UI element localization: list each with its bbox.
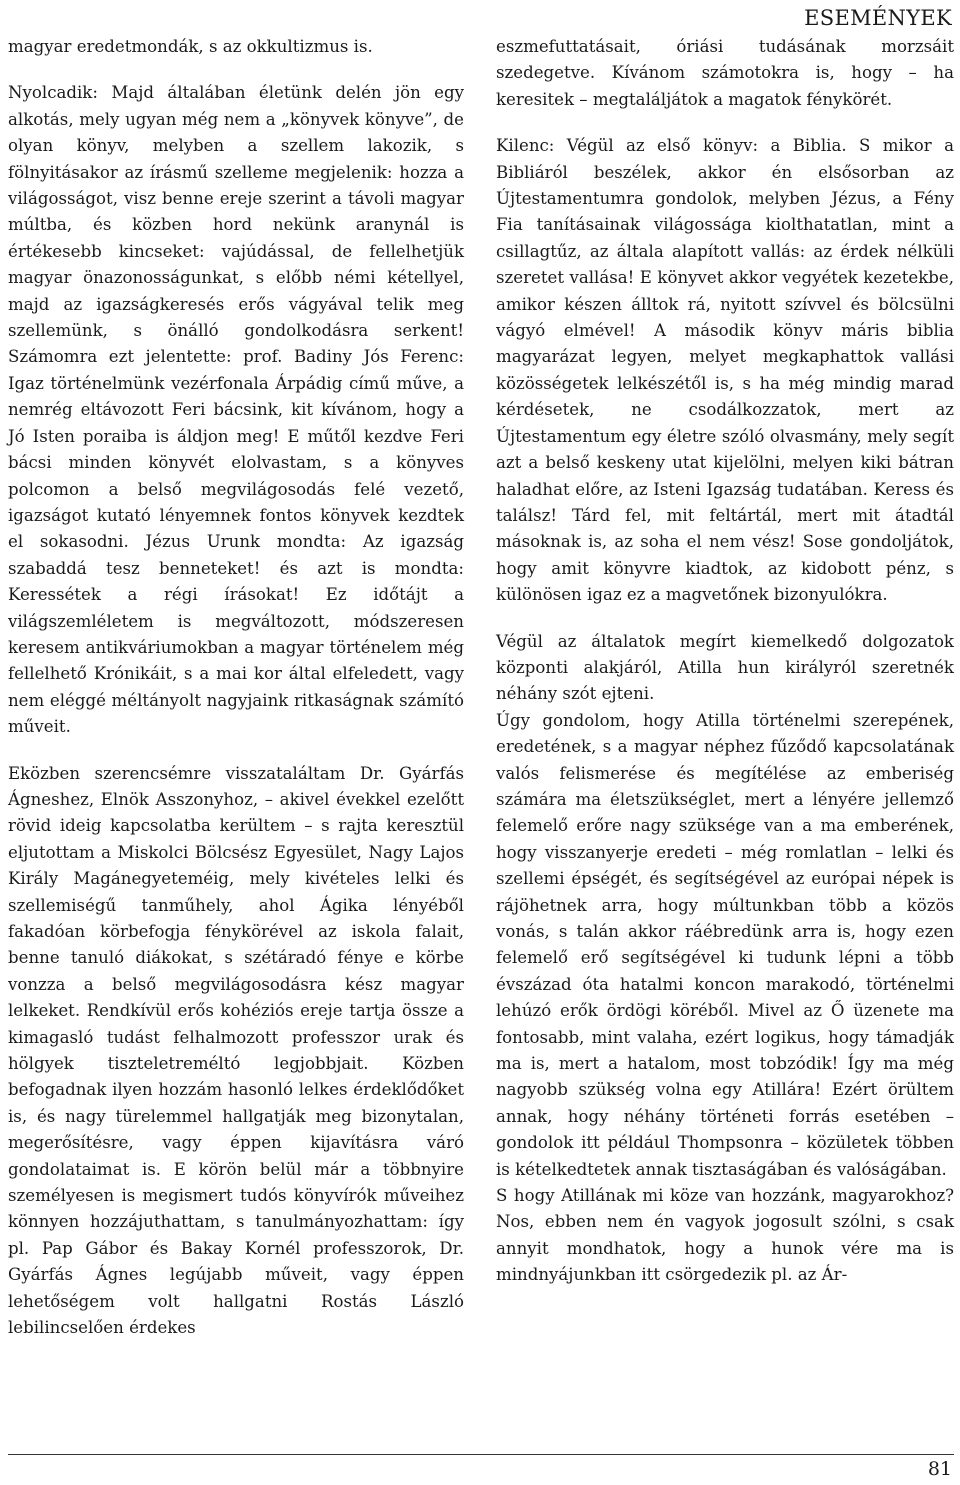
page-number: 81: [927, 1458, 952, 1480]
right-paragraph-1: eszmefuttatásait, óriási tudásának morzsáit szedegetve. Kívánom számotokra is, hogy – ha keresitek – megtaláljátok a magatok fénykörét.: [496, 37, 954, 109]
left-paragraph-3: Eközben szerencsémre visszataláltam Dr. Gyárfás Ágneshez, Elnök Asszonyhoz, – akivel évekkel ezelőtt rövid ideig kapcsolatba kerültem – s rajta keresztül eljutottam a Miskolci Bölcsész Egyesület, Nagy Lajos Király Magánegyeteméig, mely kivételes lelki és szellemiségű tanműhely, ahol Ágika lényéből fakadóan körbefogja fénykörével az iskola falait, benne tanuló diákokat, s szétáradó fénye e körbe vonzza a belső megvilágosodásra kész magyar lelkeket. Rendkívül erős kohéziós ereje tartja össze a kimagasló tudást felhalmozott professzor urak és hölgyek tiszteletreméltó legjobbjait. Közben befogadnak ilyen hozzám hasonló lelkes érdeklődőket is, és nagy türelemmel hallgatják meg bizonytalan, megerősítésre, vagy éppen kijavításra váró gondolataimat is. E körön belül már a többnyire személyesen is megismert tudós könyvírók műveihez könnyen hozzájuthattam, s tanulmányozhattam: így pl. Pap Gábor és Bakay Kornél professzorok, Dr. Gyárfás Ágnes legújabb műveit, vagy éppen lehetőségem volt hallgatni Rostás László lebilincselően érdekes: [8, 763, 464, 1338]
section-label: ESEMÉNYEK: [804, 6, 952, 30]
left-column: [8, 34, 464, 1342]
right-paragraph-3: Végül az általatok megírt kiemelkedő dolgozatok központi alakjáról, Atilla hun királyról szeretnék néhány szót ejteni.: [496, 631, 954, 704]
footer-rule: [8, 1454, 954, 1455]
left-paragraph-2: Nyolcadik: Majd általában életünk delén jön egy alkotás, mely ugyan még nem a „könyvek könyve”, de olyan könyv, melyben a szellem lakozik, s fölnyitásakor az írásmű szelleme megjelenik: hozza a világosságot, visz benne ereje szerint a távoli magyar múltba, és közben hord nekünk aranynál is értékesebb kincseket: vajúdással, de fellelhetjük magyar önazonosságunkat, s előbb némi kétellyel, majd az igazságkeresés erős vágyával telik meg szellemünk, s önálló gondolkodásra serkent! Számomra ezt jelentette: prof. Badiny Jós Ferenc: Igaz történelmünk vezérfonala Árpádig című műve, a nemrég eltávozott Feri bácsink, kit kívánom, hogy a Jó Isten poraiba is áldjon meg! E műtől kezdve Feri bácsi minden könyvét elolvastam, s a könyves polcomon a belső megvilágosodás felé vezető, igazságot kutató lényemnek fontos könyvek kezdtek el sokasodni. Jézus Urunk mondta: Az igazság szabaddá tesz benneteket! és azt is mondta: Keressétek a régi írásokat! Ez időtájt a világszemléletem is megváltozott, módszeresen keresem antikváriumokban a magyar történelem még fellelhető Krónikáit, s a mai kor által elfeledett, vagy nem eléggé méltányolt nagyjaink ritkaságnak számító műveit.: [8, 83, 464, 737]
right-paragraph-5: S hogy Atillának mi köze van hozzánk, magyarokhoz? Nos, ebben nem én vagyok jogosult szólni, s csak annyit mondhatok, hogy a hunok vére ma is mindnyájunkban itt csörgedezik pl. az Ár-: [496, 1186, 954, 1285]
right-column: [496, 34, 954, 1289]
right-paragraph-2: Kilenc: Végül az első könyv: a Biblia. S mikor a Bibliáról beszélek, akkor én elsősorban az Újtestamentumra gondolok, melyben Jézus, a Fény Fia tanításainak világossága kiolthatatlan, mint a csillagtűz, az általa alapított vallás: az érdek nélküli szeretet vallása! E könyvet akkor vegyétek kezetekbe, amikor készen álltok rá, nyitott szívvel és bölcsülni vágyó elmével! A második könyv máris biblia magyarázat legyen, melyet megkaphattok vallási közösségetek lelkészétől is, s ha még mindig marad kérdésetek, ne csodálkozzatok, mert az Újtestamentum egy életre szóló olvasmány, mely segít azt a belső keskeny utat kijelölni, melyen kiki bátran haladhat előre, az Isteni Igazság tudatában. Keress és találsz! Tárd fel, mit feltártál, mert mit átadtál másoknak is, az soha el nem vész! Sose gondoljátok, hogy amit könyvre kiadtok, az kidobott pénz, s különösen igaz ez a magvetőnek bizonyulókra.: [496, 136, 954, 605]
left-paragraph-1: magyar eredetmondák, s az okkultizmus is.: [8, 37, 373, 56]
right-paragraph-4: Úgy gondolom, hogy Atilla történelmi szerepének, eredetének, s a magyar néphez fűződő kapcsolatának valós felismerése és megítélése az emberiség számára ma életszükséglet, mert a lényére jellemző felemelő erőre nagy szüksége van a ma emberének, hogy visszanyerje eredeti – még romlatlan – lelki és szellemi épségét, és segítségével az európai népek is rájöhetnek arra, hogy múltunkban több a közös vonás, s talán akkor ráébredünk arra is, hogy ezen felemelő erő segítségével ki tudunk lépni a több évszázad óta hatalmi koncon marakodó, történelmi lehúzó erők ördögi köréből. Mivel az Ő üzenete ma fontosabb, mint valaha, ezért logikus, hogy támadják ma is, mert a hatalom, most tobzódik! Így ma még nagyobb szükség volna egy Atillára! Ezért örültem annak, hogy néhány történeti forrás esetében – gondolok itt például Thompsonra – közületek többen is kételkedtetek annak tisztaságában és valóságában.: [496, 710, 954, 1179]
